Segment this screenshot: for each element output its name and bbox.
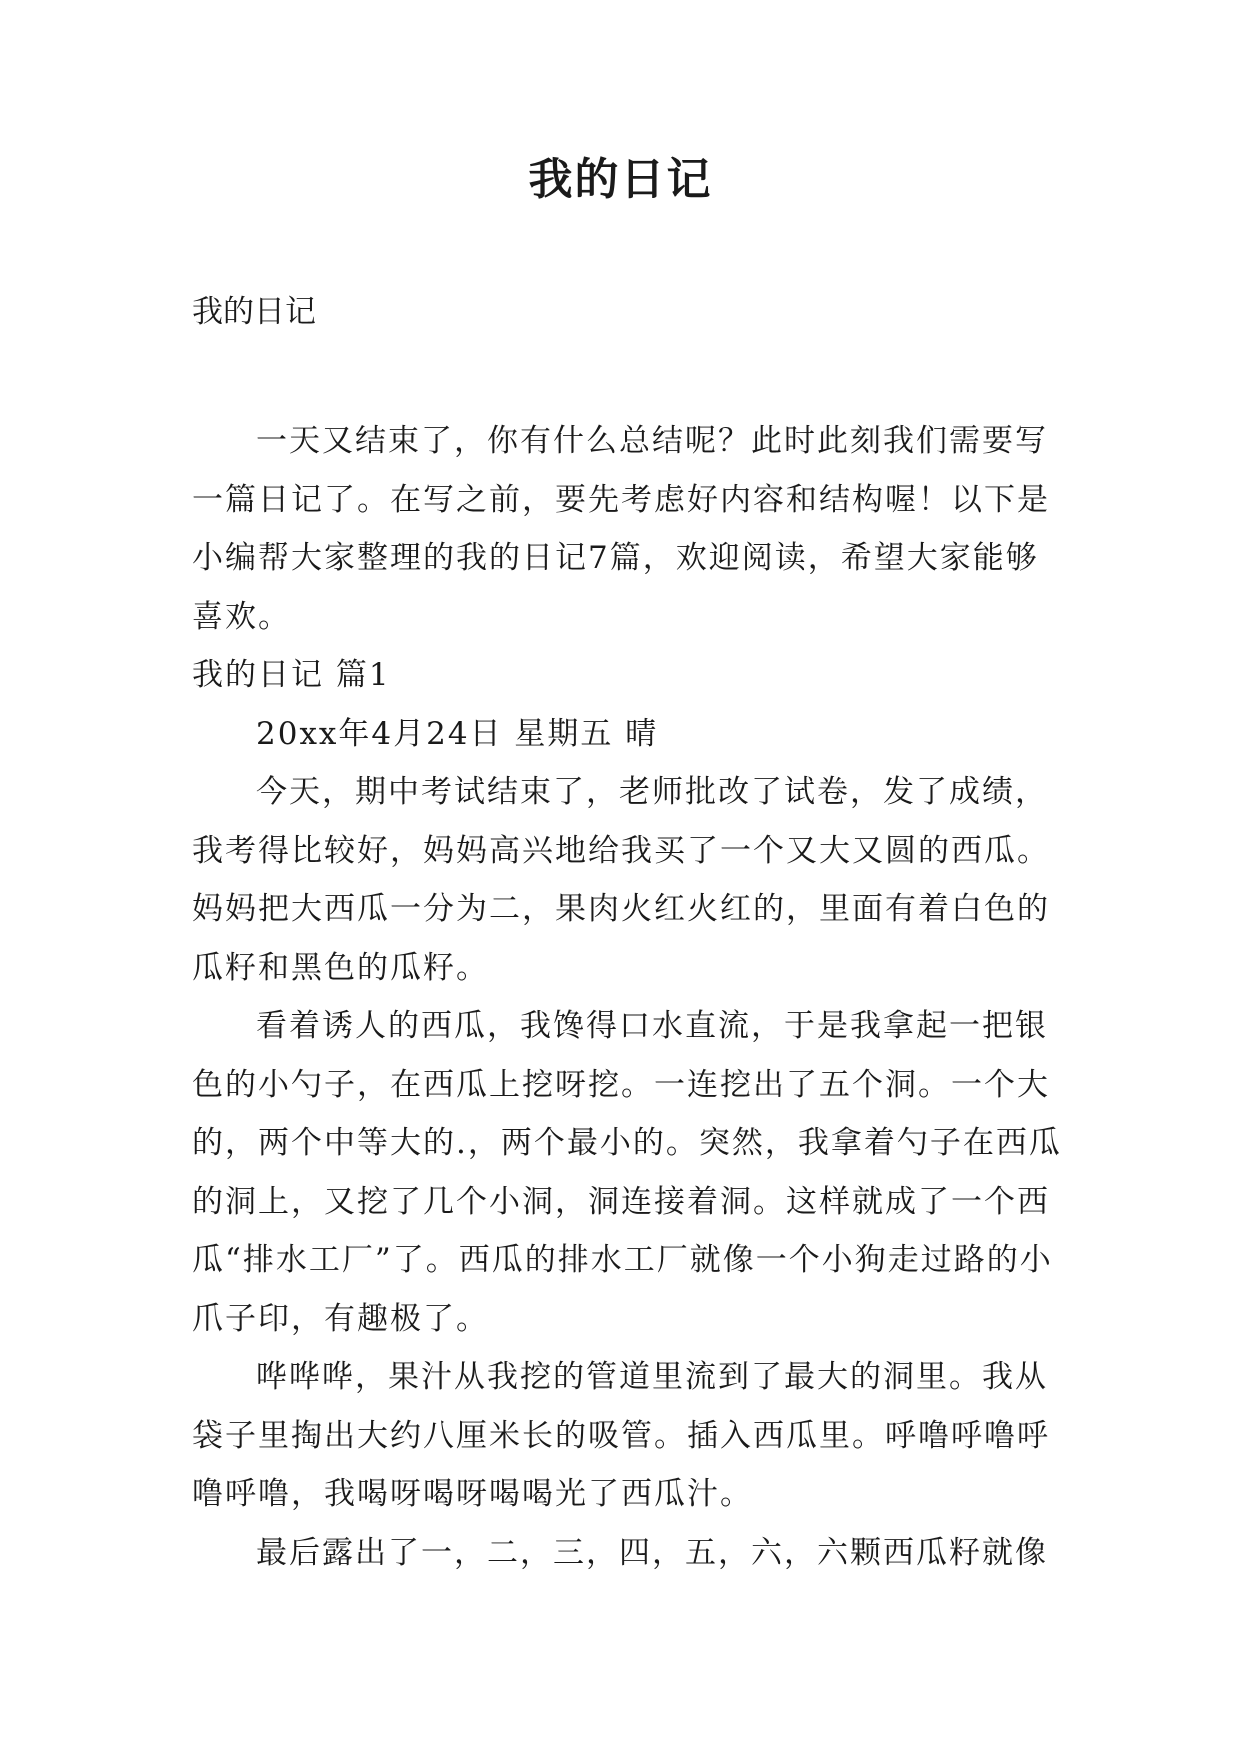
date-line: 20xx年4月24日 星期五 晴 (256, 715, 659, 752)
document-subtitle: 我的日记 (192, 294, 316, 330)
section-heading: 我的日记 篇1 (192, 657, 391, 693)
intro-paragraph: 一天又结束了，你有什么总结呢？此时此刻我们需要写一篇日记了。在写之前，要先考虑好内容和结构喔！以下是小编帮大家整理的我的日记7篇，欢迎阅读，希望大家能够喜欢。 (192, 423, 1050, 635)
body-paragraph: 今天，期中考试结束了，老师批改了试卷，发了成绩，我考得比较好，妈妈高兴地给我买了一个又大又圆的西瓜。妈妈把大西瓜一分为二，果肉火红火红的，里面有着白色的瓜籽和黑色的瓜籽。 (192, 774, 1050, 986)
body-paragraph: 哗哗哗，果汁从我挖的管道里流到了最大的洞里。我从袋子里掏出大约八厘米长的吸管。插入西瓜里。呼噜呼噜呼噜呼噜，我喝呀喝呀喝喝光了西瓜汁。 (192, 1359, 1050, 1512)
body-paragraph: 看着诱人的西瓜，我馋得口水直流，于是我拿起一把银色的小勺子，在西瓜上挖呀挖。一连挖出了五个洞。一个大的，两个中等大的.，两个最小的。突然，我拿着勺子在西瓜的洞上，又挖了几个小洞，洞连接着洞。这样就成了一个西瓜“排水工厂”了。西瓜的排水工厂就像一个小狗走过路的小爪子印，有趣极了。 (192, 1008, 1062, 1337)
document-title: 我的日记 (528, 154, 713, 205)
document-body (192, 412, 1062, 1582)
body-paragraph: 最后露出了一，二，三，四，五，六，六颗西瓜籽就像 (256, 1534, 1048, 1571)
